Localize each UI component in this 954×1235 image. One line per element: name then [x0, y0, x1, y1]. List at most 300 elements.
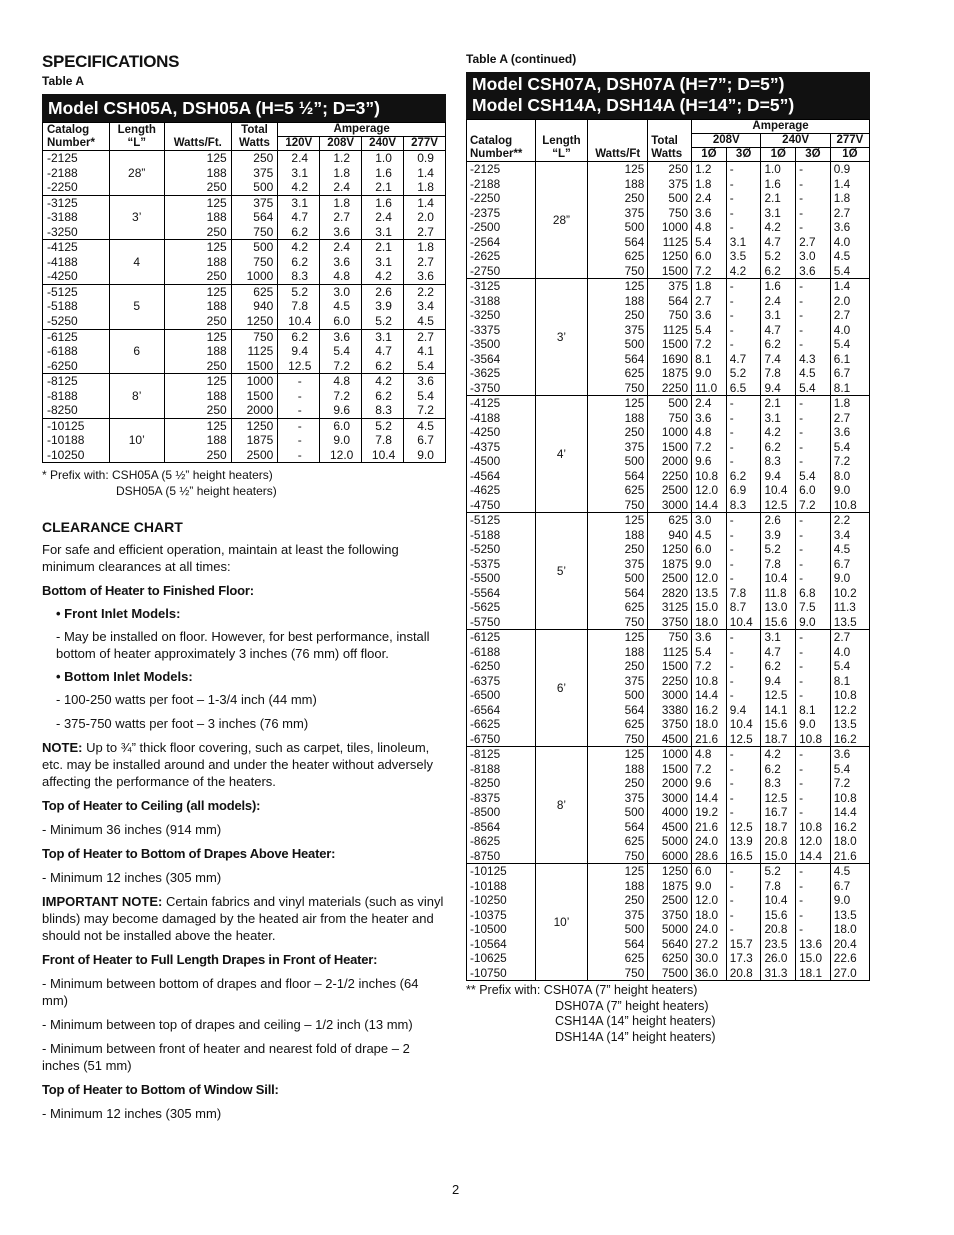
table-cell: 20.8: [761, 834, 796, 849]
table-cell: 2820: [648, 586, 692, 601]
length-cell: 28”: [109, 151, 164, 196]
table-cell: -: [726, 279, 761, 294]
table-cell: 2500: [231, 448, 278, 463]
table-row: [467, 864, 870, 879]
table-row: [43, 180, 446, 195]
table-row: [467, 294, 870, 309]
table-cell: 9.4: [761, 469, 796, 484]
table-cell: -: [796, 542, 831, 557]
table-cell: 7.2: [692, 264, 727, 279]
table-cell: 188: [588, 879, 648, 894]
table-row: [43, 284, 446, 299]
table-cell: 11.0: [692, 381, 727, 396]
catalog-number: -10250: [43, 448, 110, 463]
table-row: [467, 732, 870, 747]
table-row: [467, 264, 870, 279]
table-cell: 1500: [648, 659, 692, 674]
table-cell: -: [796, 162, 831, 177]
table-cell: 375: [588, 908, 648, 923]
table-cell: 14.4: [833, 805, 857, 819]
table-cell: 8.3: [726, 498, 761, 513]
table-row: [467, 498, 870, 513]
table-row: [43, 210, 446, 225]
col-header-watts-ft: Watts/Ft: [588, 120, 648, 162]
table-cell: 12.0: [692, 483, 727, 498]
table-cell: 564: [231, 210, 278, 225]
catalog-number: -2125: [467, 162, 536, 177]
model-banner-csh05a: Model CSH05A, DSH05A (H=5 ½”; D=3”): [42, 94, 446, 122]
table-cell: -: [796, 396, 831, 411]
table-cell: 375: [648, 177, 692, 192]
table-cell: 10.4: [726, 717, 761, 732]
table-cell: -: [796, 922, 831, 937]
catalog-number: -6125: [43, 329, 110, 344]
table-row: [467, 191, 870, 206]
table-cell: 1.8: [404, 240, 446, 255]
catalog-number: -10188: [467, 879, 536, 894]
table-cell: 4.2: [362, 374, 404, 389]
table-cell: 750: [588, 381, 648, 396]
model-banner-csh07a-csh14a: [466, 72, 870, 119]
table-cell: 750: [231, 329, 278, 344]
length-cell: 4’: [535, 396, 587, 513]
table-cell: 188: [588, 762, 648, 777]
table-cell: 3000: [648, 791, 692, 806]
table-cell: -: [796, 308, 831, 323]
length-cell: 3’: [109, 195, 164, 240]
catalog-number: -2188: [467, 177, 536, 192]
table-cell: 3.6: [320, 225, 362, 240]
catalog-number: -5188: [43, 299, 110, 314]
table-row: [43, 403, 446, 418]
table-cell: 125: [588, 162, 648, 177]
table-cell: 6.0: [692, 249, 727, 264]
table-row: [467, 411, 870, 426]
table-cell: 564: [588, 235, 648, 250]
table-cell: 188: [164, 433, 231, 448]
front-drapes-item: - Minimum between bottom of drapes and floor – 2-1/2 inches (64 mm): [42, 976, 419, 1009]
col-header-line: Catalog: [470, 135, 513, 147]
catalog-number: -5250: [467, 542, 536, 557]
table-cell: 26.0: [761, 951, 796, 966]
table-cell: 188: [588, 645, 648, 660]
table-cell: 6.2: [761, 440, 796, 455]
table-cell: 13.9: [726, 834, 761, 849]
table-cell: 564: [588, 703, 648, 718]
table-cell: 4.2: [278, 180, 320, 195]
catalog-number: -8188: [43, 389, 110, 404]
table-cell: 11.8: [761, 586, 796, 601]
table-row: [43, 255, 446, 270]
table-row: [467, 557, 870, 572]
table-cell: 188: [164, 166, 231, 181]
table-cell: 2.7: [417, 224, 434, 239]
table-cell: 0.9: [833, 162, 851, 176]
table-cell: 564: [588, 469, 648, 484]
spec-table-csh05a: [42, 122, 446, 463]
table-cell: 30.0: [692, 951, 727, 966]
table-cell: 9.0: [320, 433, 362, 448]
table-cell: 1125: [648, 645, 692, 660]
table-cell: 500: [588, 688, 648, 703]
table-cell: 5640: [648, 937, 692, 952]
table-cell: 125: [164, 151, 231, 166]
col-header-line: Number**: [470, 148, 523, 160]
table-cell: 16.5: [726, 849, 761, 864]
table-cell: 564: [588, 586, 648, 601]
table-cell: 625: [588, 717, 648, 732]
table-cell: 375: [588, 323, 648, 338]
table-row: [43, 225, 446, 240]
table-cell: 9.4: [278, 344, 320, 359]
table-cell: 5.4: [833, 263, 851, 278]
table-cell: 1.8: [830, 396, 869, 411]
length-cell: 8’: [109, 374, 164, 419]
table-cell: 1.8: [320, 195, 362, 210]
table-cell: 564: [648, 294, 692, 309]
table-cell: 8.7: [726, 600, 761, 615]
catalog-number: -6188: [467, 645, 536, 660]
table-cell: 125: [164, 418, 231, 433]
catalog-number: -8125: [467, 747, 536, 762]
table-row: [467, 162, 870, 177]
table-cell: -: [796, 279, 831, 294]
table-cell: 13.5: [833, 907, 857, 922]
col-header-phase: 1Ø: [692, 148, 727, 162]
table-cell: -: [726, 762, 761, 777]
table-cell: 12.5: [761, 791, 796, 806]
col-header-volt: 277V: [404, 137, 446, 151]
table-row: [467, 674, 870, 689]
table-cell: 250: [164, 448, 231, 463]
table-row: [467, 206, 870, 221]
table-cell: 188: [588, 528, 648, 543]
table-cell: 500: [648, 191, 692, 206]
table-cell: 12.5: [726, 732, 761, 747]
table-row: [43, 195, 446, 210]
table-cell: 3750: [648, 908, 692, 923]
table-cell: -: [726, 747, 761, 762]
table-cell: -: [726, 513, 761, 528]
table-cell: 3.9: [761, 528, 796, 543]
catalog-number: -3250: [43, 225, 110, 240]
table-cell: 12.0: [796, 834, 831, 849]
table-cell: -: [726, 571, 761, 586]
catalog-number: -6188: [43, 344, 110, 359]
table-cell: -: [726, 440, 761, 455]
col-header-amperage: Amperage: [692, 120, 870, 134]
table-row: [467, 177, 870, 192]
catalog-number: -6750: [467, 732, 536, 747]
table-cell: 250: [588, 776, 648, 791]
table-cell: 2.7: [833, 205, 851, 220]
catalog-number: -3125: [467, 279, 536, 294]
catalog-number: -5125: [43, 284, 110, 299]
table-cell: 250: [164, 225, 231, 240]
table-cell: 5.4: [833, 439, 851, 454]
table-cell: 750: [648, 206, 692, 221]
table-cell: -: [796, 805, 831, 820]
col-header-phase: 3Ø: [726, 148, 761, 162]
table-cell: 12.0: [692, 893, 727, 908]
table-cell: 188: [588, 411, 648, 426]
catalog-number: -5125: [467, 513, 536, 528]
catalog-number: -4250: [43, 269, 110, 284]
table-cell: 125: [164, 240, 231, 255]
catalog-number: -6250: [43, 359, 110, 374]
col-header-length: [535, 120, 587, 162]
table-cell: 19.2: [692, 805, 727, 820]
table-cell: 188: [164, 389, 231, 404]
table-row: [43, 166, 446, 181]
table-cell: 2.2: [404, 284, 446, 299]
table-cell: 125: [588, 864, 648, 879]
table-cell: 6.7: [833, 556, 851, 571]
table-cell: 1.4: [833, 176, 851, 191]
table-cell: 750: [588, 264, 648, 279]
table-cell: 5.4: [833, 659, 851, 673]
catalog-number: -10188: [43, 433, 110, 448]
length-cell: 6: [109, 329, 164, 374]
table-cell: 1000: [648, 425, 692, 440]
table-row: [467, 220, 870, 235]
table-cell: 3000: [648, 498, 692, 513]
table-cell: 7.8: [362, 433, 404, 448]
table-row: [43, 418, 446, 433]
table-cell: 125: [588, 630, 648, 645]
table-cell: 4.8: [320, 374, 362, 389]
table-cell: 1.0: [362, 151, 404, 166]
table-cell: 6.2: [278, 329, 320, 344]
table-cell: 12.5: [761, 688, 796, 703]
floor-covering-note: [42, 739, 446, 790]
table-cell: 1125: [648, 235, 692, 250]
footnote-line: DSH14A (14” height heaters): [555, 1029, 716, 1044]
col-header-phase: 1Ø: [761, 148, 796, 162]
length-cell: 5: [109, 284, 164, 329]
catalog-number: -3250: [467, 308, 536, 323]
table-cell: -: [726, 630, 761, 645]
table-cell: 2.7: [417, 254, 434, 269]
table-cell: -: [796, 220, 831, 235]
table-cell: 188: [164, 255, 231, 270]
table-cell: 15.0: [796, 951, 831, 966]
table-cell: 250: [648, 162, 692, 177]
table-cell: 7.2: [692, 337, 727, 352]
table-cell: 1.4: [404, 195, 446, 210]
table-cell: 250: [164, 314, 231, 329]
table-cell: -: [726, 674, 761, 689]
table-cell: 375: [588, 557, 648, 572]
table-cell: 4.2: [761, 747, 796, 762]
table-cell: -: [796, 191, 831, 206]
length-cell: 4: [109, 240, 164, 285]
table-cell: 12.0: [320, 448, 362, 463]
catalog-number: -10625: [467, 951, 536, 966]
table-cell: 17.3: [726, 951, 761, 966]
table-cell: -: [726, 864, 761, 879]
catalog-number: -6250: [467, 659, 536, 674]
table-cell: 4.0: [833, 644, 851, 659]
window-sill-heading: Top of Heater to Bottom of Window Sill:: [42, 1082, 279, 1098]
banner-line-csh07a: Model CSH07A, DSH07A (H=7”; D=5”): [472, 74, 785, 94]
table-cell: 125: [588, 279, 648, 294]
catalog-number: -3125: [43, 195, 110, 210]
table-cell: -: [726, 922, 761, 937]
table-row: [43, 269, 446, 284]
catalog-number: -2188: [43, 166, 110, 181]
table-row: [467, 279, 870, 294]
table-cell: 3.6: [830, 747, 869, 762]
table-cell: 2.7: [833, 308, 851, 322]
table-cell: 6250: [648, 951, 692, 966]
table-row: [43, 314, 446, 329]
table-cell: 250: [164, 403, 231, 418]
table-cell: 4.5: [417, 314, 434, 329]
table-row: [467, 791, 870, 806]
table-cell: -: [278, 418, 320, 433]
catalog-number: -4375: [467, 440, 536, 455]
table-cell: -: [726, 454, 761, 469]
col-header-line: Length: [117, 123, 156, 136]
table-cell: 4.7: [761, 645, 796, 660]
table-cell: 1000: [231, 269, 278, 284]
table-cell: 5.2: [761, 249, 796, 264]
catalog-number: -3625: [467, 366, 536, 381]
table-cell: 18.0: [692, 908, 727, 923]
table-cell: -: [726, 908, 761, 923]
table-cell: 5.4: [833, 761, 851, 776]
table-cell: 16.2: [692, 703, 727, 718]
table-cell: 13.5: [833, 717, 857, 731]
table-cell: 1.8: [320, 166, 362, 181]
window-sill-text: - Minimum 12 inches (305 mm): [42, 1106, 222, 1122]
table-cell: 188: [164, 299, 231, 314]
table-cell: 4.2: [362, 269, 404, 284]
table-cell: 4.0: [833, 234, 851, 249]
table-cell: 500: [648, 396, 692, 411]
table-cell: 18.1: [796, 966, 831, 981]
length-cell: 5’: [535, 513, 587, 630]
table-cell: 1250: [648, 542, 692, 557]
table-cell: 500: [588, 571, 648, 586]
table-cell: 9.6: [320, 403, 362, 418]
table-row: [467, 469, 870, 484]
catalog-number: -5500: [467, 571, 536, 586]
catalog-number: -10125: [467, 864, 536, 879]
table-cell: 1000: [231, 374, 278, 389]
table-cell: 564: [588, 352, 648, 367]
length-cell: 8’: [535, 747, 587, 864]
table-row: [467, 235, 870, 250]
table-cell: 20.4: [833, 936, 857, 951]
table-cell: 375: [588, 440, 648, 455]
catalog-number: -2564: [467, 235, 536, 250]
table-cell: 125: [588, 396, 648, 411]
table-cell: 6.2: [761, 264, 796, 279]
table-row: [467, 571, 870, 586]
table-cell: -: [278, 374, 320, 389]
table-row: [43, 433, 446, 448]
table-cell: 15.0: [692, 600, 727, 615]
table-cell: 375: [588, 674, 648, 689]
table-cell: 2.0: [833, 293, 851, 308]
col-header-line: Length: [542, 135, 581, 147]
table-cell: 4.5: [830, 864, 869, 879]
table-cell: 3.1: [278, 195, 320, 210]
table-cell: -: [726, 645, 761, 660]
catalog-number: -8375: [467, 791, 536, 806]
table-cell: 16.7: [761, 805, 796, 820]
table-row: [467, 454, 870, 469]
table-cell: 625: [588, 600, 648, 615]
table-cell: 6.0: [692, 864, 727, 879]
catalog-number: -4188: [43, 255, 110, 270]
table-cell: 15.6: [761, 908, 796, 923]
table-row: [467, 659, 870, 674]
col-header-length: [109, 123, 164, 151]
table-cell: 22.6: [833, 951, 857, 965]
table-cell: 7.2: [320, 389, 362, 404]
table-cell: 0.9: [417, 151, 434, 165]
table-cell: 3000: [648, 688, 692, 703]
catalog-number: -5375: [467, 557, 536, 572]
table-row: [467, 893, 870, 908]
table-cell: 6.2: [761, 762, 796, 777]
col-header-volt: 120V: [278, 137, 320, 151]
table-cell: 1.8: [692, 279, 727, 294]
table-cell: 9.4: [761, 674, 796, 689]
table-cell: 1250: [231, 418, 278, 433]
table-cell: -: [796, 440, 831, 455]
table-cell: 1250: [648, 249, 692, 264]
table-cell: 1250: [648, 864, 692, 879]
table-cell: 7500: [648, 966, 692, 981]
table-cell: -: [726, 220, 761, 235]
table-cell: 500: [588, 922, 648, 937]
catalog-number: -8500: [467, 805, 536, 820]
table-cell: 2000: [648, 454, 692, 469]
table-cell: 9.0: [833, 483, 851, 497]
table-cell: 12.2: [833, 702, 857, 717]
table-cell: -: [796, 337, 831, 352]
catalog-number: -10375: [467, 908, 536, 923]
table-row: [43, 448, 446, 463]
catalog-number: -4250: [467, 425, 536, 440]
catalog-number: -2500: [467, 220, 536, 235]
table-row: [467, 542, 870, 557]
table-cell: 188: [164, 344, 231, 359]
table-cell: 6.2: [278, 255, 320, 270]
table-cell: -: [726, 337, 761, 352]
table-cell: 2.7: [833, 410, 851, 425]
col-header-phase: 3Ø: [796, 148, 831, 162]
table-cell: 28.6: [692, 849, 727, 864]
note-label: NOTE:: [42, 740, 83, 756]
ceiling-text: - Minimum 36 inches (914 mm): [42, 822, 222, 838]
table-row: [467, 922, 870, 937]
table-cell: 1500: [648, 264, 692, 279]
table-cell: 2.4: [761, 294, 796, 309]
table-cell: 7.2: [833, 454, 851, 468]
footnote-csh07a: [466, 983, 870, 1045]
catalog-number: -8564: [467, 820, 536, 835]
table-row: [467, 908, 870, 923]
table-cell: 8.1: [692, 352, 727, 367]
footnote-line: CSH14A (14” height heaters): [555, 1014, 716, 1029]
table-cell: 9.0: [692, 366, 727, 381]
table-cell: 1500: [648, 762, 692, 777]
